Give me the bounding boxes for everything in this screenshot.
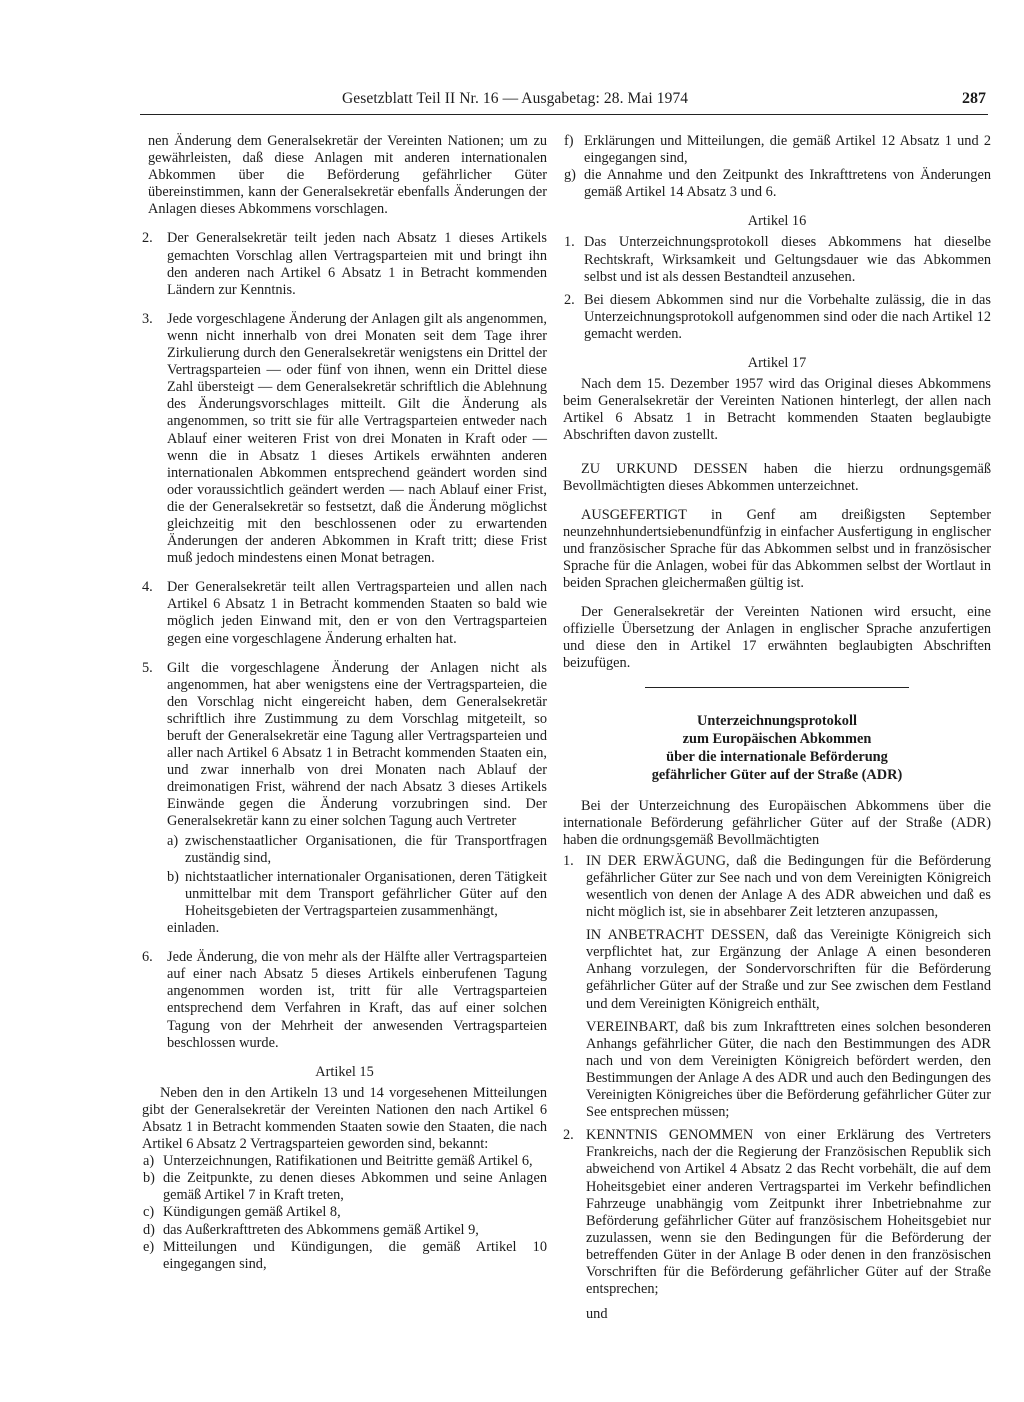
sub-label: b) [143, 1170, 155, 1187]
protocol-title-line: über die internationale Beförderung [666, 748, 888, 765]
item-tail: einladen. [167, 920, 220, 937]
sub-text: Unterzeichnungen, Ratifikationen und Beitritte gemäß Artikel 6, [163, 1153, 533, 1170]
item-number: 4. [142, 579, 153, 596]
article-item [563, 234, 991, 285]
item-number: 2. [142, 230, 153, 247]
sub-text: die Annahme und den Zeitpunkt des Inkrafttretens von Änderungen gemäß Artikel 14 Absatz 3 und 6. [584, 167, 991, 201]
sub-text: Mitteilungen und Kündigungen, die gemäß Artikel 10 eingegangen sind, [163, 1238, 547, 1272]
article-heading: Artikel 16 [747, 213, 807, 230]
sub-text: nichtstaatlicher internationaler Organisationen, deren Tätigkeit unmittelbar mit dem Transport gefährlicher Güter auf den Hoheitsgebieten der Vertragsparteien zusammenhängt, [185, 868, 547, 919]
item-text: IN DER ERWÄGUNG, daß die Bedingungen für die Beförderung gefährlicher Güter zur See nach und von dem Vereinigten Königreich wesentlich von denen der Anlage A des ADR abweichen und daß es nicht möglich ist, sie in absehbarer Zeit letzteren anzupassen, [586, 852, 991, 921]
sub-text: Erklärungen und Mitteilungen, die gemäß Artikel 12 Absatz 1 und 2 eingegangen sind, [584, 133, 991, 167]
protocol-title-line: zum Europäischen Abkommen [682, 730, 872, 747]
article-item [563, 167, 991, 201]
sub-text: die Zeitpunkte, zu denen dieses Abkommen und seine Anlagen gemäß Artikel 7 in Kraft treten, [163, 1170, 547, 1204]
item-text: Das Unterzeichnungsprotokoll dieses Abkommens hat dieselbe Rechtskraft, Wirksamkeit und Geltungsdauer wie das Abkommen selbst und ist als dessen Bestandteil anzusehen. [584, 234, 991, 285]
item-text: Der Generalsekretär teilt allen Vertragsparteien und allen nach Artikel 6 Absatz 1 in Betracht kommenden Staaten so bald wie möglich jeden Einwand mit, den er von den Vertragsparteien gegen eine vorgeschlagene Änderung erhalten hat. [167, 579, 547, 647]
list-item [142, 660, 547, 938]
left-column [142, 133, 547, 1273]
sub-label: g) [564, 167, 576, 184]
article-item [142, 1239, 547, 1273]
list-item [142, 949, 547, 1052]
intro-paragraph: nen Änderung dem Generalsekretär der Vereinten Nationen; um zu gewährleisten, daß diese Anlagen mit anderen internationalen Abkommen über die Beförderung gefährlicher Güter übereinstimmen, kann der Generalsekretär ebenfalls Änderungen der Anlagen dieses Abkommens vorschlagen. [148, 133, 547, 218]
item-text: Gilt die vorgeschlagene Änderung der Anlagen nicht als angenommen, hat aber wenigstens eine der Vertragsparteien, die den Vorschlag nicht eingereicht haben, dem Generalsekretär schriftlich ihre Zustimmung zu dem Vorschlag mitgeteilt, so beruft der Generalsekretär eine Tagung aller Vertragsparteien und aller nach Artikel 6 Absatz 1 in Betracht kommenden Staaten ein, und zwar innerhalb von drei Monaten nach Ablauf der dreimonatigen Frist, während der nach Absatz 3 dieses Artikels Einwände gegen die Änderung vorzubringen sind. Der Generalsekretär kann zu einer solchen Tagung auch Vertreter [167, 659, 547, 830]
ausgefertigt-paragraph: AUSGEFERTIGT in Genf am dreißigsten September neunzehnhundertsiebenundfünfzig in einfacher Ausfertigung in englischer und französischer Sprache für das Abkommen selbst und in französischer Sprache für die Anlagen, wobei für das Abkommen selbst der Wortlaut in beiden Sprachen gleichermaßen gültig ist. [563, 506, 991, 592]
article-heading: Artikel 17 [747, 355, 807, 372]
sub-text: das Außerkrafttreten des Abkommens gemäß Artikel 9, [163, 1221, 479, 1238]
item-text: KENNTNIS GENOMMEN von einer Erklärung des Vertreters Frankreichs, nach der die Regierung der Französischen Republik sich abweichend von Artikel 4 Absatz 2 das Recht vorbehält, die auf dem Hoheitsgebiet einer anderen Vertragspartei im Verkehr befindlichen Fahrzeuge unabhängig vom Zeitpunkt ihrer Inbetriebnahme zur Beförderung gefährlicher Güter auf französischem Hoheitsgebiet nur zuzulassen, wenn sie den Bedingungen für die Beförderung der betreffenden Güter in der Anlage B oder denen in den französischen Vorschriften für die Beförderung gefährlicher Güter auf der Straße entsprechen; [586, 1127, 991, 1298]
page-number: 287 [962, 90, 986, 107]
section-divider [645, 687, 909, 688]
item-number: 6. [142, 949, 153, 966]
article-item [142, 1170, 547, 1204]
sub-label: e) [143, 1238, 155, 1255]
item-text: Jede Änderung, die von mehr als der Hälfte aller Vertragsparteien auf einer nach Absatz 5 dieses Artikels einberufenen Tagung angenommen worden ist, tritt für alle Vertragsparteien entsprechend dem Verfahren in Kraft, das auf einer solchen Tagung von der Mehrheit der anwesenden Vertragsparteien beschlossen wurde. [167, 949, 547, 1051]
item-text: Bei diesem Abkommen sind nur die Vorbehalte zulässig, die in das Unterzeichnungsprotokoll aufgenommen sind oder die nach Artikel 12 gemacht werden. [584, 291, 991, 342]
und-text: und [586, 1306, 608, 1323]
item-text: Der Generalsekretär teilt jeden nach Absatz 1 dieses Artikels gemachten Vorschlag allen Vertragsparteien mit und bringt ihn den anderen nach Artikel 6 Absatz 1 in Betracht kommenden Ländern zur Kenntnis. [167, 230, 547, 298]
article-item [142, 1153, 547, 1170]
item-text: Jede vorgeschlagene Änderung der Anlagen gilt als angenommen, wenn nicht innerhalb von drei Monaten seit dem Tage ihrer Zirkulierung durch den Generalsekretär wenigstens ein Drittel der Vertragsparteien — oder fünf von ihnen, wenn ein Drittel diese Zahl übersteigt — dem Generalsekretär schriftlich die Ablehnung des Änderungsvorschlages mitteilt. Gilt die Änderung als angenommen, so tritt sie für alle Vertragsparteien entweder nach Ablauf einer weiteren Frist von drei Monaten in Kraft oder — wenn die in Absatz 1 dieses Artikels erwähnten anderen internationalen Abkommen entsprechend geändert worden sind oder voraussichtlich geändert werden — nach Ablauf einer Frist, die der Generalsekretär so festsetzt, daß die Änderung möglichst gleichzeitig mit den beschlossenen oder zu erwartenden Änderungen der anderen Abkommen in Kraft tritt; diese Frist muß jedoch mindestens einen Monat betragen. [167, 310, 547, 567]
sub-item [167, 869, 547, 920]
article-item [563, 292, 991, 343]
page-header [140, 90, 988, 115]
article-item [563, 133, 991, 167]
article-item [142, 1204, 547, 1221]
article-heading: Artikel 15 [315, 1063, 374, 1080]
sub-label: d) [143, 1221, 155, 1238]
protocol-title-line: gefährlicher Güter auf der Straße (ADR) [651, 766, 903, 783]
protocol-title [563, 712, 991, 784]
sub-item [167, 833, 547, 867]
list-item [142, 579, 547, 647]
right-column [563, 133, 991, 1323]
article-paragraph: Neben den in den Artikeln 13 und 14 vorgesehenen Mitteilungen gibt der Generalsekretär der Vereinten Nationen den nach Artikel 6 Absatz 1 in Betracht kommenden Staaten sowie den Staaten, die nach Artikel 6 Absatz 2 Vertragsparteien geworden sind, bekannt: [142, 1084, 547, 1153]
item-text: IN ANBETRACHT DESSEN, daß das Vereinigte Königreich sich verpflichtet hat, zur Ergänzung der Anlage A einen besonderen Anhang vorzulegen, der Sondervorschriften für die Beförderung gefährlicher Güter auf der Straße und zur See zwischen dem Festland und dem Vereinigten Königreich enthält, [586, 927, 991, 1012]
urkund-paragraph: ZU URKUND DESSEN haben die hierzu ordnungsgemäß Bevollmächtigten dieses Abkommen unterzeichnet. [563, 460, 991, 494]
sub-label: b) [167, 868, 179, 885]
item-number: 5. [142, 659, 153, 676]
sub-label: a) [167, 832, 179, 849]
protocol-item [563, 1127, 991, 1323]
item-text: VEREINBART, daß bis zum Inkrafttreten eines solchen besonderen Anhangs gefährlicher Güter, die nach den Bestimmungen des ADR nach und von dem Vereinigten Königreich befördert werden, den Bestimmungen der Anlage A des ADR und auch den Bedingungen des Vereinigten Königreiches über die Beförderung gefährlicher Güter zur See entsprechen müssen; [586, 1018, 991, 1121]
item-number: 2. [563, 1127, 574, 1144]
list-item [142, 311, 547, 567]
sub-text: zwischenstaatlicher Organisationen, die für Transportfragen zuständig sind, [185, 832, 547, 866]
protocol-item [563, 853, 991, 1121]
header-title: Gesetzblatt Teil II Nr. 16 — Ausgabetag: 28. Mai 1974 [342, 90, 689, 107]
sub-label: c) [143, 1204, 155, 1221]
protocol-title-line: Unterzeichnungsprotokoll [697, 712, 857, 729]
sub-text: Kündigungen gemäß Artikel 8, [163, 1204, 341, 1221]
article-paragraph: Nach dem 15. Dezember 1957 wird das Original dieses Abkommens beim Generalsekretär der Vereinten Nationen hinterlegt, der allen nach Artikel 6 Absatz 1 in Betracht kommenden Staaten beglaubigte Abschriften davon zustellt. [563, 376, 991, 444]
protocol-intro: Bei der Unterzeichnung des Europäischen Abkommens über die internationale Beförderung gefährlicher Güter auf der Straße (ADR) haben die ordnungsgemäß Bevollmächtigten [563, 797, 991, 848]
item-number: 3. [142, 310, 153, 327]
article-item [142, 1222, 547, 1239]
item-number: 2. [564, 291, 575, 308]
sub-label: a) [143, 1153, 155, 1170]
ersucht-paragraph: Der Generalsekretär der Vereinten Nationen wird ersucht, eine offizielle Übersetzung der Anlagen in englischer Sprache anzufertigen und diese den in Artikel 17 erwähnten beglaubigten Abschriften beizufügen. [563, 604, 991, 672]
sub-label: f) [564, 133, 574, 149]
item-number: 1. [563, 852, 574, 869]
list-item [142, 230, 547, 298]
item-number: 1. [564, 234, 575, 251]
